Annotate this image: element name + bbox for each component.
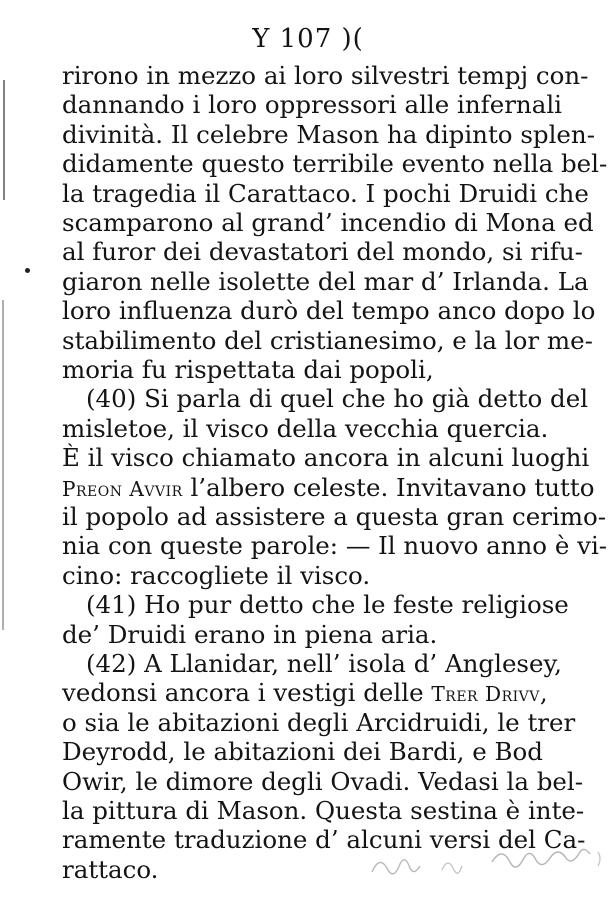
text-segment: (41) Ho pur detto che le feste religiose	[86, 590, 569, 620]
text-segment: (40) Si parla di quel che ho già detto del	[86, 384, 589, 414]
scan-edge-mark	[3, 80, 5, 200]
text-segment: o sia le abitazioni degli Arcidruidi, le trer	[62, 707, 576, 737]
text-segment: cino: raccogliete il visco.	[62, 560, 371, 590]
text-segment: al furor dei devastatori del mondo, si rifu-	[62, 237, 583, 267]
text-segment: ,	[539, 678, 548, 708]
page-number: Y 107 )(	[252, 24, 364, 54]
text-segment: stabilimento del cristianesimo, e la lor me-	[62, 325, 593, 355]
text-segment: la tragedia il Carattaco. I pochi Druidi che	[62, 178, 589, 208]
text-segment: la pittura di Mason. Questa sestina è inte-	[62, 796, 585, 825]
text-segment: il popolo ad assistere a questa gran cerimo-	[62, 502, 607, 531]
text-segment: de’ Druidi erano in piena aria.	[62, 619, 438, 649]
text-segment: È il visco chiamato ancora in alcuni luoghi	[62, 443, 590, 473]
scan-edge-mark	[2, 300, 4, 630]
text-segment: rirono in mezzo ai loro silvestri tempj con-	[62, 61, 589, 90]
text-segment: didamente questo terribile evento nella bel-	[62, 149, 608, 179]
text-segment: nia con queste parole: — Il nuovo anno è vi-	[62, 531, 608, 561]
text-segment: Deyrodd, le abitazioni dei Bardi, e Bod	[62, 737, 543, 767]
text-segment: ramente traduzione d’ alcuni versi del Ca-	[62, 825, 586, 855]
text-segment: Owir, le dimore degli Ovadi. Vedasi la bel-	[62, 766, 584, 796]
pencil-scrawl	[362, 832, 612, 892]
text-segment: rattaco.	[62, 854, 159, 884]
small-caps-term: Preon Avvir	[62, 476, 183, 501]
text-segment: giaron nelle isolette del mar d’ Irlanda. La	[62, 266, 589, 296]
text-segment: l’albero celeste. Invitavano tutto	[182, 472, 595, 502]
text-segment: scamparono al grand’ incendio di Mona ed	[62, 208, 594, 237]
text-segment: dannando i loro oppressori alle infernali	[62, 90, 562, 120]
text-segment: vedonsi ancora i vestigi delle	[62, 678, 432, 708]
small-caps-term: Trer Drivv	[431, 682, 540, 707]
text-segment: (42) A Llanidar, nell’ isola d’ Anglesey,	[86, 649, 562, 678]
text-segment: misletoe, il visco della vecchia quercia.	[62, 413, 549, 443]
text-segment: moria fu rispettata dai popoli,	[62, 355, 434, 384]
text-segment: loro influenza durò del tempo anco dopo lo	[62, 296, 596, 326]
scan-dot	[25, 268, 30, 273]
text-segment: divinità. Il celebre Mason ha dipinto splen-	[62, 119, 595, 149]
